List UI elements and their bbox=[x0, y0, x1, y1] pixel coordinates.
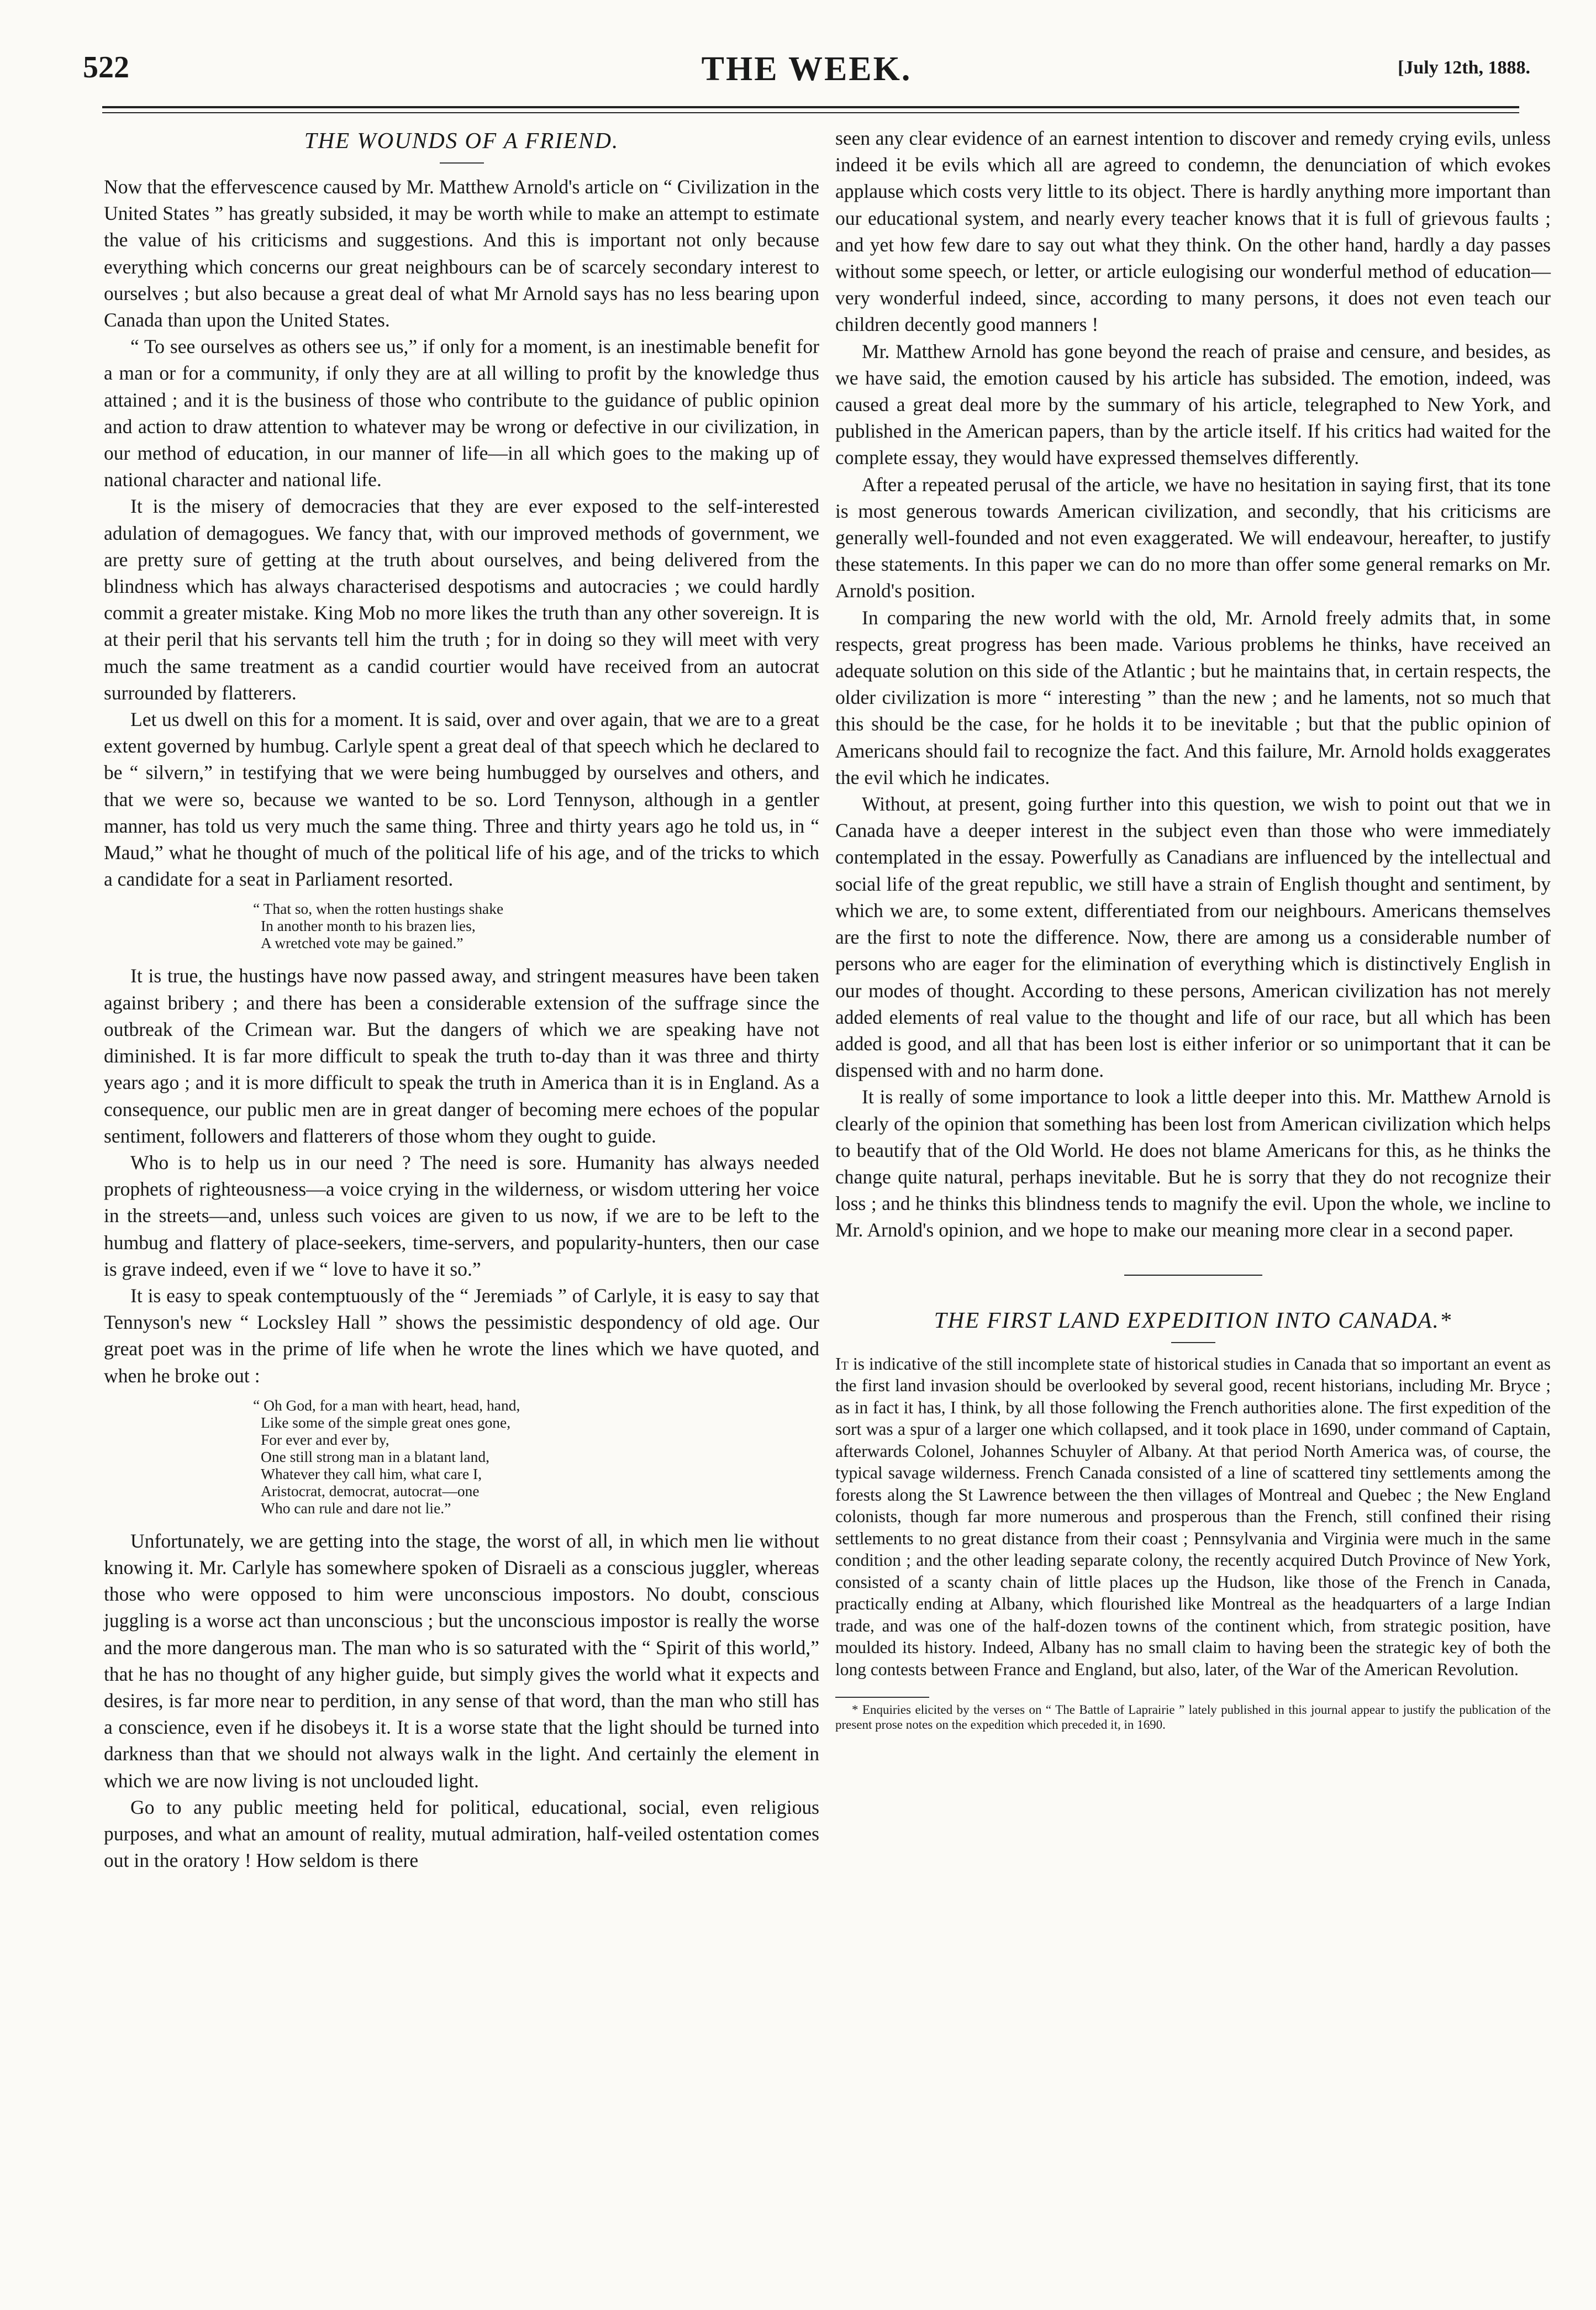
paragraph: Without, at present, going further into this question, we wish to point out that we in Canada have a deeper interest in the subject even than those who were immediately contemplated in the essay. Powerfully as Canadians are influenced by the intellectual and social life of the great republic, we still have a strain of English thought and sentiment, by which we are, to some extent, differentiated from our neighbours. Americans themselves are the first to note the difference. Now, there are among us a considerable number of persons who are eager for the elimination of everything which is distinctively English in our modes of thought. According to these persons, American civilization has not merely added elements of real value to the thought and life of our race, but all which has been added is good, and all that has been lost is either inferior or so unimportant that it can be dispensed with and no harm done. bbox=[835, 793, 1551, 1082]
paragraph: “ To see ourselves as others see us,” if only for a moment, is an inestimable benefit for a man or for a community, if only they are at all willing to profit by the knowledge thus attained ; and it is the business of those who contribute to the guidance of public opinion and action to draw attention to whatever may be wrong or defective in our civilization, in our method of education, in our manner of life—in all which goes to the making up of national character and national life. bbox=[104, 335, 819, 491]
verse-line: Aristocrat, democrat, autocrat—one bbox=[261, 1482, 480, 1499]
paragraph: Go to any public meeting held for political, educational, social, even religious purposes, and what an amount of reality, mutual admiration, half-veiled ostentation comes out in the oratory ! How seldom is there bbox=[104, 1796, 819, 1872]
title-rule bbox=[1171, 1342, 1215, 1343]
verse-line: One still strong man in a blatant land, bbox=[261, 1448, 489, 1465]
verse-line: “ That so, when the rotten hustings shake bbox=[253, 900, 504, 918]
article-title: THE WOUNDS OF A FRIEND. bbox=[304, 128, 619, 153]
paragraph: In comparing the new world with the old, Mr. Arnold freely admits that, in some respects, great progress has been made. Various problems he thinks, have received an adequate solution on this side of the Atlantic ; but he maintains that, in certain respects, the older civilization is more “ interesting ” than the new ; and he laments, not so much that this should be the case, for he holds it to be inevitable ; but that the public opinion of Americans should fail to recognize the fact. And this failure, Mr. Arnold holds exaggerates the evil which he indicates. bbox=[835, 606, 1551, 788]
lead-word: It bbox=[835, 1354, 849, 1374]
paragraph: Mr. Matthew Arnold has gone beyond the reach of praise and censure, and besides, as we have said, the emotion caused by his article has subsided. The emotion, indeed, was caused a great deal more by the summary of his article, telegraphed to New York, and published in the American papers, than by the article itself. If his critics had waited for the complete essay, they would have expressed themselves differently. bbox=[835, 340, 1551, 469]
paragraph: Who is to help us in our need ? The need is sore. Humanity has always needed prophets of righteousness—a voice crying in the wilderness, or wisdom uttering her voice in the streets—and, unless such voices are given to us now, if we are to be left to the humbug and flattery of place-seekers, time-servers, and popularity-hunters, then our case is grave indeed, even if we “ love to have it so.” bbox=[104, 1151, 819, 1280]
left-column bbox=[104, 125, 819, 1874]
paragraph: After a repeated perusal of the article, we have no hesitation in saying first, that its tone is most generous towards American civilization, and secondly, that his criticisms are generally well-founded and not even exaggerated. We will endeavour, hereafter, to justify these statements. In this paper we can do no more than offer some general remarks on Mr. Arnold's position. bbox=[835, 473, 1551, 602]
quoted-verse bbox=[253, 900, 819, 951]
article-title: THE FIRST LAND EXPEDITION INTO CANADA.* bbox=[934, 1307, 1452, 1333]
publication-title: THE WEEK. bbox=[701, 50, 912, 88]
verse-line: Like some of the simple great ones gone, bbox=[261, 1413, 511, 1431]
footnote: * Enquiries elicited by the verses on “ The Battle of Laprairie ” lately published in this journal appear to justify the publication of the present prose notes on the expedition which preceded it, in 1690. bbox=[835, 1703, 1551, 1732]
right-column bbox=[835, 125, 1551, 1732]
title-rule bbox=[440, 162, 484, 164]
paragraph: It is really of some importance to look a little deeper into this. Mr. Matthew Arnold is clearly of the opinion that something has been lost from American civilization which helps to beautify that of the Old World. He does not blame Americans for this, as he thinks the change quite natural, perhaps inevitable. But he is sorry that they do not recognize their loss ; and he thinks this blindness tends to magnify the evil. Upon the whole, we incline to Mr. Arnold's opinion, and we hope to make our meaning more clear in a second paper. bbox=[835, 1086, 1551, 1241]
page-number: 522 bbox=[83, 50, 129, 85]
verse-line: In another month to his brazen lies, bbox=[261, 917, 476, 935]
verse-line: A wretched vote may be gained.” bbox=[261, 934, 463, 952]
paragraph: Now that the effervescence caused by Mr. Matthew Arnold's article on “ Civilization in the United States ” has greatly subsided, it may be worth while to make an attempt to estimate the value of his criticisms and suggestions. And this is important not only because everything which concerns our great neighbours can be of scarcely secondary interest to ourselves ; but also because a great deal of what Mr Arnold says has no less bearing upon Canada than upon the United States. bbox=[104, 176, 819, 331]
verse-line: Whatever they call him, what care I, bbox=[261, 1465, 482, 1482]
footnote-rule bbox=[835, 1697, 929, 1698]
masthead bbox=[83, 50, 1530, 99]
quoted-verse bbox=[253, 1397, 819, 1517]
verse-line: “ Oh God, for a man with heart, head, hand, bbox=[253, 1396, 520, 1414]
paragraph: Let us dwell on this for a moment. It is said, over and over again, that we are to a great extent governed by humbug. Carlyle spent a great deal of that speech which he declared to be “ silvern,” in testifying that we were being humbugged by ourselves and others, and that we were so, because we wanted to be so. Lord Tennyson, although in a gentler manner, has told us very much the same thing. Three and thirty years ago he told us, in “ Maud,” what he thought of much of the political life of his age, and of the tricks to which a candidate for a seat in Parliament resorted. bbox=[104, 708, 819, 891]
issue-date: [July 12th, 1888. bbox=[1398, 57, 1530, 78]
paragraph: It is easy to speak contemptuously of the “ Jeremiads ” of Carlyle, it is easy to say that Tennyson's new “ Locksley Hall ” shows the pessimistic despondency of old age. Our great poet was in the prime of life when he wrote the lines which we have quoted, and when he broke out : bbox=[104, 1284, 819, 1387]
paragraph: seen any clear evidence of an earnest intention to discover and remedy crying evils, unless indeed it be evils which all are agreed to condemn, the denunciation of which evokes applause which costs very little to its object. There is hardly anything more important than our educational system, and nearly every teacher knows that it is full of grievous faults ; and yet how few dare to say out what they think. On the other hand, hardly a day passes without some speech, or letter, or article eulogising our wonderful method of education—very wonderful indeed, since, according to many persons, it does not even teach our children decently good manners ! bbox=[835, 127, 1551, 336]
paragraph: is indicative of the still incomplete state of historical studies in Canada that so important an event as the first land invasion should be overlooked by several good, recent historians, including Mr. Bryce ; as in fact it has, I think, by all those following the French authorities alone. The first expedition of the sort was a spur of a larger one which collapsed, and it took place in 1690, under command of Captain, afterwards Colonel, Johannes Schuyler of Albany. At that period North America was, of course, the typical savage wilderness. French Canada consisted of a line of scattered tiny settlements among the forests along the St Lawrence between the then villages of Montreal and Quebec ; the New England colonists, though far more numerous and prosperous than the French, still confined their rising settlements to no great distance from their coast ; Pennsylvania and Virginia were much in the same condition ; and the other leading separate colony, the recently acquired Dutch Province of New York, consisted of a scanty chain of little places up the Hudson, like those of the French in Canada, practically ending at Albany, which flourished like Montreal as the headquarters of a large Indian trade, and was one of the half-dozen towns of the continent which, from strategic position, have moulded its history. Indeed, Albany has no small claim to having been the strategic key of both the long contests between France and England, but also, later, of the War of the American Revolution. bbox=[835, 1354, 1551, 1679]
header-rule bbox=[102, 106, 1519, 108]
paragraph: It is true, the hustings have now passed away, and stringent measures have been taken against bribery ; and there has been a considerable extension of the suffrage since the outbreak of the Crimean war. But the dangers of which we are speaking have not diminished. It is far more difficult to speak the truth to-day than it was three and thirty years ago ; and it is more difficult to speak the truth in America than it is in England. As a consequence, our public men are in great danger of becoming mere echoes of the popular sentiment, followers and flatterers of those whom they ought to guide. bbox=[104, 965, 819, 1147]
verse-line: Who can rule and dare not lie.” bbox=[261, 1499, 451, 1517]
paragraph: Unfortunately, we are getting into the stage, the worst of all, in which men lie without knowing it. Mr. Carlyle has somewhere spoken of Disraeli as a conscious juggler, whereas those who were opposed to him were unconscious impostors. No doubt, conscious juggling is a worse act than unconscious ; but the unconscious impostor is really the worse and the more dangerous man. The man who is so saturated with the “ Spirit of this world,” that he has no thought of any higher guide, but simply gives the world what it expects and desires, is far more near to perdition, in any sense of that word, than the man who still has a conscience, even if he disobeys it. It is a worse state that the light should be turned into darkness than that we should not always walk in the light. And certainly the element in which we are now living is not unclouded light. bbox=[104, 1529, 819, 1792]
header-rule-thin bbox=[102, 112, 1519, 113]
paragraph: It is the misery of democracies that they are ever exposed to the self-interested adulation of demagogues. We fancy that, with our improved methods of government, we are pretty sure of getting at the truth about ourselves, and being delivered from the blindness which has always characterised despotisms and autocracies ; we could hardly commit a greater mistake. King Mob no more likes the truth than any other sovereign. It is at their peril that his servants tell him the truth ; for in doing so they will meet with very much the same treatment as a candid courtier would have received from an autocrat surrounded by flatterers. bbox=[104, 495, 819, 704]
verse-line: For ever and ever by, bbox=[261, 1430, 389, 1448]
article-body bbox=[835, 1353, 1551, 1681]
article-separator bbox=[1124, 1275, 1262, 1276]
